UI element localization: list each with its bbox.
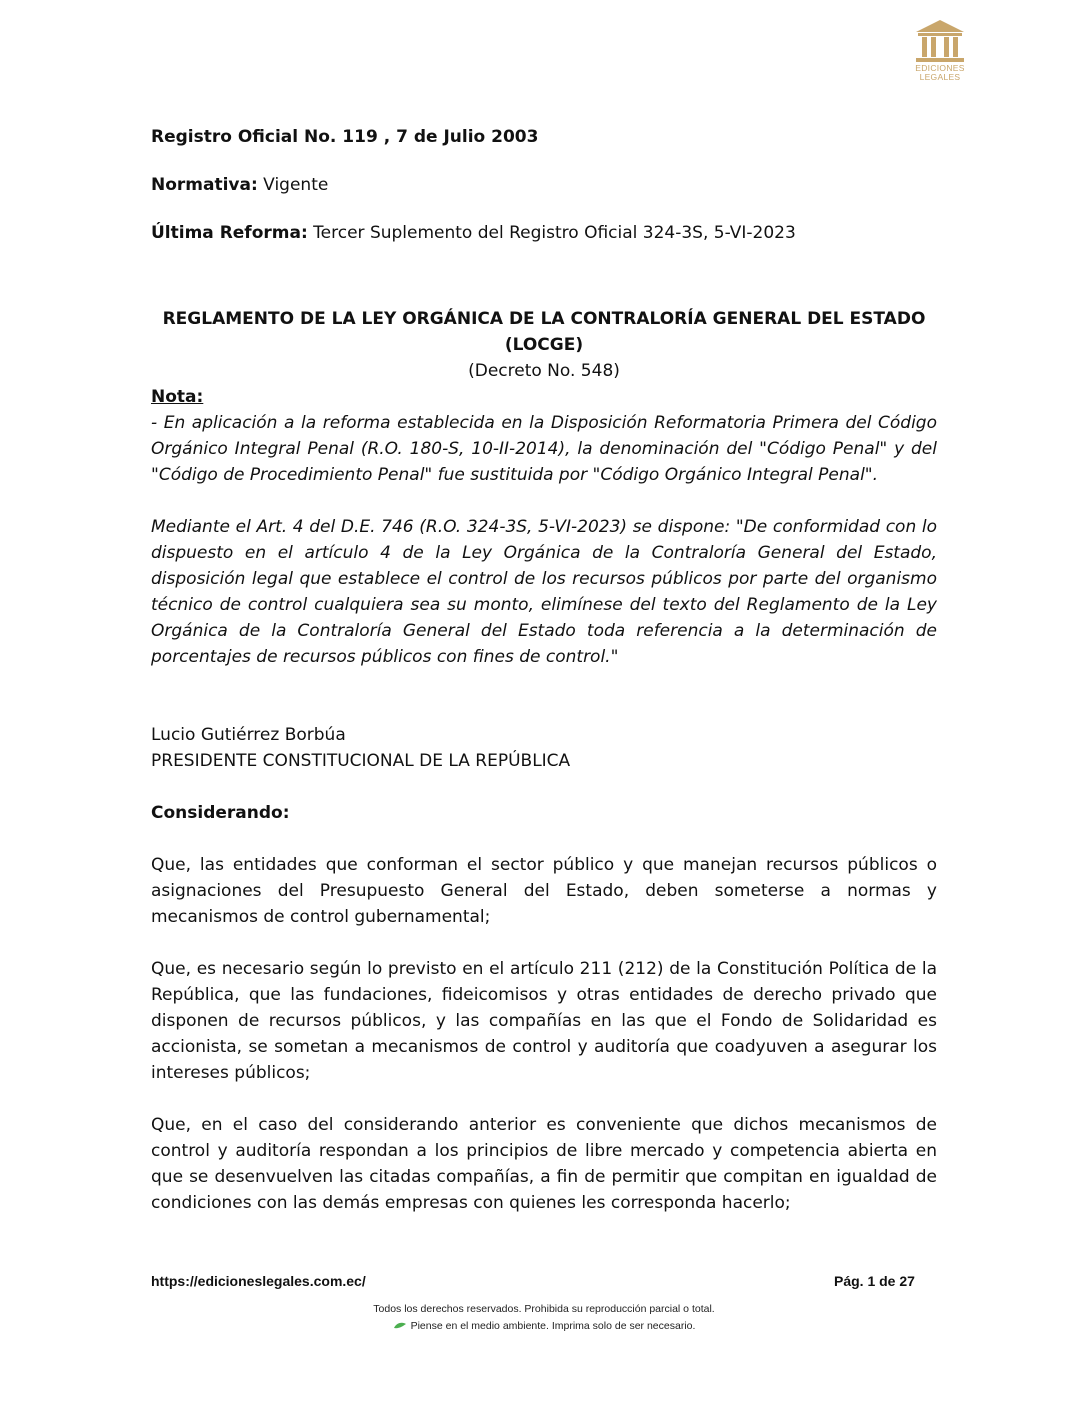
rights-notice: Todos los derechos reservados. Prohibida su reproducción parcial o total.: [373, 1303, 715, 1315]
publisher-logo: [908, 18, 972, 94]
leaf-icon: [393, 1322, 407, 1330]
considerando-paragraph-2: Que, es necesario según lo previsto en el artículo 211 (212) de la Constitución Política de la República, que las fundaciones, fideicomisos y otras entidades de derecho privado que disponen de recursos públicos, y las compañías en las que el Fondo de Solidaridad es accionista, se sometan a mecanismos de control y auditoría que coadyuven a asegurar los intereses públicos;: [151, 959, 937, 1083]
reforma-value: Tercer Suplemento del Registro Oficial 324-3S, 5-VI-2023: [307, 223, 796, 243]
document-title-acronym: (LOCGE): [504, 335, 584, 355]
ultima-reforma-line: [151, 220, 937, 246]
logo-text-line1: EDICIONES: [915, 63, 965, 73]
document-title: REGLAMENTO DE LA LEY ORGÁNICA DE LA CONTRALORÍA GENERAL DEL ESTADO: [162, 309, 926, 329]
signer-name: Lucio Gutiérrez Borbúa: [151, 725, 346, 745]
nota-paragraph-1: - En aplicación a la reforma establecida en la Disposición Reformatoria Primera del Código Orgánico Integral Penal (R.O. 180-S, 10-II-2014), la denominación del "Código Penal" y del "Código de Procedimiento Penal" fue sustituida por "Código Orgánico Integral Penal".: [151, 413, 937, 485]
decreto-number: (Decreto No. 548): [468, 361, 620, 381]
nota-paragraph-2: Mediante el Art. 4 del D.E. 746 (R.O. 324-3S, 5-VI-2023) se dispone: "De conformidad con lo dispuesto en el artículo 4 de la Ley Orgánica de la Contraloría General del Estado, disposición legal que establece el control de los recursos públicos por parte del organismo técnico de control cualquiera sea su monto, elimínese del texto del Reglamento de la Ley Orgánica de la Contraloría General del Estado toda referencia a la determinación de porcentajes de recursos públicos con fines de control.": [151, 517, 937, 667]
registro-oficial: Registro Oficial No. 119 , 7 de Julio 2003: [151, 127, 539, 147]
page-number: Pág. 1 de 27: [834, 1273, 915, 1289]
environment-text: Piense en el medio ambiente. Imprima solo de ser necesario.: [410, 1320, 696, 1332]
nota-label: Nota:: [151, 387, 204, 407]
signer-title: PRESIDENTE CONSTITUCIONAL DE LA REPÚBLICA: [151, 751, 571, 771]
considerando-heading: Considerando:: [151, 803, 290, 823]
reforma-label: Última Reforma:: [151, 223, 308, 243]
columns-icon: [912, 18, 968, 64]
document-body: [151, 124, 937, 1216]
considerando-paragraph-3: Que, en el caso del considerando anterior es conveniente que dichos mecanismos de control y auditoría respondan a los principios de libre mercado y competencia abierta en que se desenvuelven las citadas compañías, a fin de permitir que compitan en igualdad de condiciones con las demás empresas con quienes les corresponda hacerlo;: [151, 1115, 937, 1213]
normativa-label: Normativa:: [151, 175, 258, 195]
footer-url-link[interactable]: https://edicioneslegales.com.ec/: [151, 1273, 366, 1289]
environment-notice: [0, 1320, 1088, 1332]
normativa-line: [151, 172, 937, 198]
normativa-value: Vigente: [257, 175, 329, 195]
logo-text-line2: LEGALES: [919, 72, 961, 82]
considerando-paragraph-1: Que, las entidades que conforman el sector público y que manejan recursos públicos o asignaciones del Presupuesto General del Estado, deben someterse a normas y mecanismos de control gubernamental;: [151, 855, 937, 927]
